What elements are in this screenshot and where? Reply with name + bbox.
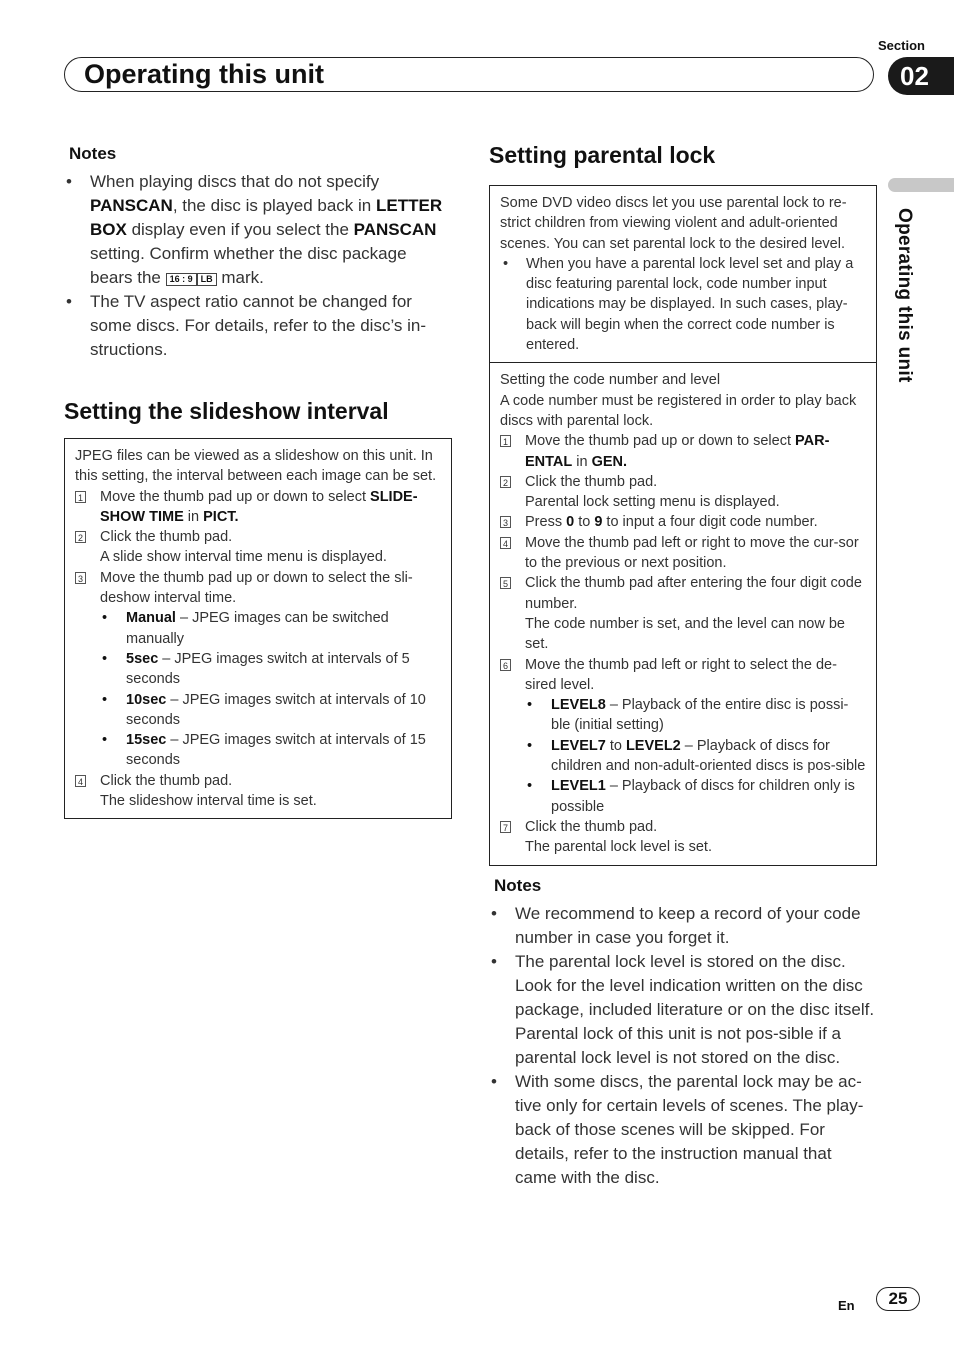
step-number: 2: [75, 531, 86, 543]
step-item: [500, 472, 866, 492]
step-text: Click the thumb pad.: [100, 772, 233, 789]
step-text: Move the thumb pad left or right to select the de-sired level.: [525, 656, 837, 693]
step-keyword: 0: [566, 514, 575, 531]
option-item: [75, 608, 441, 649]
note-item: • The TV aspect ratio cannot be changed for some discs. For details, refer to the disc’s in-structions.: [64, 290, 452, 362]
step-text: to input a four digit code number.: [602, 514, 818, 531]
note-keyword: PANSCAN: [90, 196, 173, 215]
step-keyword: PAR-ENTAL: [525, 433, 830, 470]
option-key: 5sec: [126, 650, 159, 667]
note-text: mark.: [216, 268, 264, 287]
aspect-mark-16-9: 16 : 9: [166, 273, 197, 286]
option-item: [75, 649, 441, 690]
step-keyword: 9: [594, 514, 603, 531]
section-number-badge: 02: [888, 57, 954, 95]
step-number: 3: [75, 572, 86, 584]
side-tab-label: Operating this unit: [894, 208, 915, 383]
step-number: 2: [500, 476, 511, 488]
note-keyword: PANSCAN: [353, 220, 437, 239]
level-key: LEVEL1: [551, 778, 606, 795]
level-item: [500, 776, 866, 817]
option-key: Manual: [126, 610, 176, 627]
step-number: 1: [75, 491, 86, 503]
level-item: [500, 695, 866, 736]
code-setting-box: [489, 363, 877, 865]
option-item: [75, 690, 441, 731]
step-result: The code number is set, and the level can now be set.: [525, 615, 845, 653]
step-result: A slide show interval time menu is displayed.: [100, 549, 387, 566]
step-item: [500, 655, 866, 696]
option-desc: – JPEG images can be switched manually: [126, 610, 389, 647]
step-number: 1: [500, 435, 511, 447]
step-number: 6: [500, 659, 511, 671]
step-number: 7: [500, 821, 511, 833]
level-desc: to: [605, 737, 626, 754]
step-keyword: PICT.: [203, 508, 239, 525]
option-desc: – JPEG images switch at intervals of 15 seconds: [126, 732, 426, 769]
option-desc: – JPEG images switch at intervals of 5 seconds: [126, 650, 410, 688]
step-item: [500, 431, 866, 472]
level-desc: – Playback of discs for children only is possible: [551, 778, 855, 815]
notes-heading: Notes: [494, 875, 542, 895]
level-item: [500, 736, 866, 777]
step-item: [75, 527, 441, 547]
step-keyword: GEN.: [591, 453, 628, 470]
parental-intro: Some DVD video discs let you use parental lock to re-strict children from viewing violent and adult-oriented scenes. You can set parental lock to the desired level.: [500, 195, 847, 252]
code-setting-intro: A code number must be registered in order to play back discs with parental lock.: [500, 392, 857, 429]
slideshow-box: [64, 438, 452, 819]
level-key: LEVEL2: [625, 737, 681, 754]
note-keyword: LETTER BOX: [90, 196, 443, 239]
step-text: Click the thumb pad.: [525, 473, 658, 490]
step-item: [75, 771, 441, 791]
level-key: LEVEL8: [551, 697, 606, 714]
note-text: When playing discs that do not specify: [90, 172, 380, 191]
step-text: Move the thumb pad up or down to select: [100, 488, 371, 505]
step-result: The parental lock level is set.: [525, 839, 712, 856]
aspect-mark-lb: LB: [197, 273, 217, 286]
note-item: • We recommend to keep a record of your code number in case you forget it.: [489, 902, 877, 950]
step-item: [500, 533, 866, 574]
step-text: Click the thumb pad after entering the four digit code number.: [525, 575, 862, 612]
note-item: • The parental lock level is stored on the disc. Look for the level indication written on the disc package, included literature or on the disc itself. Parental lock of this unit is not pos-sible if a parental lock level is not stored on the disc.: [489, 950, 877, 1070]
step-result: Parental lock setting menu is displayed.: [525, 494, 780, 511]
option-key: 15sec: [126, 732, 167, 749]
code-setting-title: Setting the code number and level: [500, 372, 721, 389]
note-item: [64, 170, 452, 290]
note-item: • With some discs, the parental lock may be ac-tive only for certain levels of scenes. The play-back of those scenes will be skipped. For details, refer to the instruction manual that came with the disc.: [489, 1070, 877, 1190]
note-text: setting. Confirm whether the disc package bears the: [90, 244, 407, 287]
step-number: 4: [500, 537, 511, 549]
right-column: [489, 142, 877, 1190]
step-text: to: [574, 514, 595, 531]
note-text: , the disc is played back in: [172, 196, 376, 215]
step-item: [75, 568, 441, 609]
level-desc: – Playback of discs for children and non-adult-oriented discs is pos-sible: [551, 737, 866, 775]
section-label: Section: [878, 38, 925, 53]
step-text: Press: [525, 514, 567, 531]
step-item: [500, 573, 866, 614]
option-desc: – JPEG images switch at intervals of 10 seconds: [126, 691, 426, 728]
step-item: [75, 487, 441, 528]
parental-lock-heading: Setting parental lock: [489, 142, 716, 168]
step-text: Move the thumb pad up or down to select the sli-deshow interval time.: [100, 569, 413, 607]
step-text: in: [183, 508, 204, 525]
language-label: En: [838, 1298, 855, 1313]
step-number: 4: [75, 775, 86, 787]
step-number: 3: [500, 516, 511, 528]
slideshow-intro: JPEG files can be viewed as a slideshow on this unit. In this setting, the interval between each image can be set.: [75, 448, 437, 485]
level-key: LEVEL7: [551, 737, 606, 754]
slideshow-heading: Setting the slideshow interval: [64, 398, 389, 424]
page-title: Operating this unit: [84, 59, 324, 89]
parental-intro-box: [489, 185, 877, 363]
option-item: [75, 730, 441, 771]
side-tab-marker: [888, 178, 954, 192]
step-text: Move the thumb pad up or down to select: [525, 433, 796, 450]
step-keyword: SLIDE-SHOW TIME: [100, 488, 418, 525]
step-text: in: [572, 453, 592, 470]
step-item: [500, 817, 866, 837]
option-key: 10sec: [126, 691, 167, 708]
step-result: The slideshow interval time is set.: [100, 793, 317, 810]
step-item: [500, 512, 866, 532]
page-number: 25: [876, 1287, 920, 1311]
level-desc: – Playback of the entire disc is possi-ble (initial setting): [551, 697, 849, 734]
step-number: 5: [500, 577, 511, 589]
notes-heading: Notes: [69, 144, 117, 163]
parental-intro-bullet: • When you have a parental lock level set and play a disc featuring parental lock, code number input indications may be displayed. In such cases, play-back will begin when the correct code number is entered.: [500, 254, 866, 355]
note-text: display even if you select the: [126, 220, 354, 239]
step-text: Click the thumb pad.: [100, 529, 233, 546]
step-text: Click the thumb pad.: [525, 818, 658, 835]
step-text: Move the thumb pad left or right to move the cur-sor to the previous or next position.: [525, 534, 859, 572]
left-column: [64, 144, 452, 819]
